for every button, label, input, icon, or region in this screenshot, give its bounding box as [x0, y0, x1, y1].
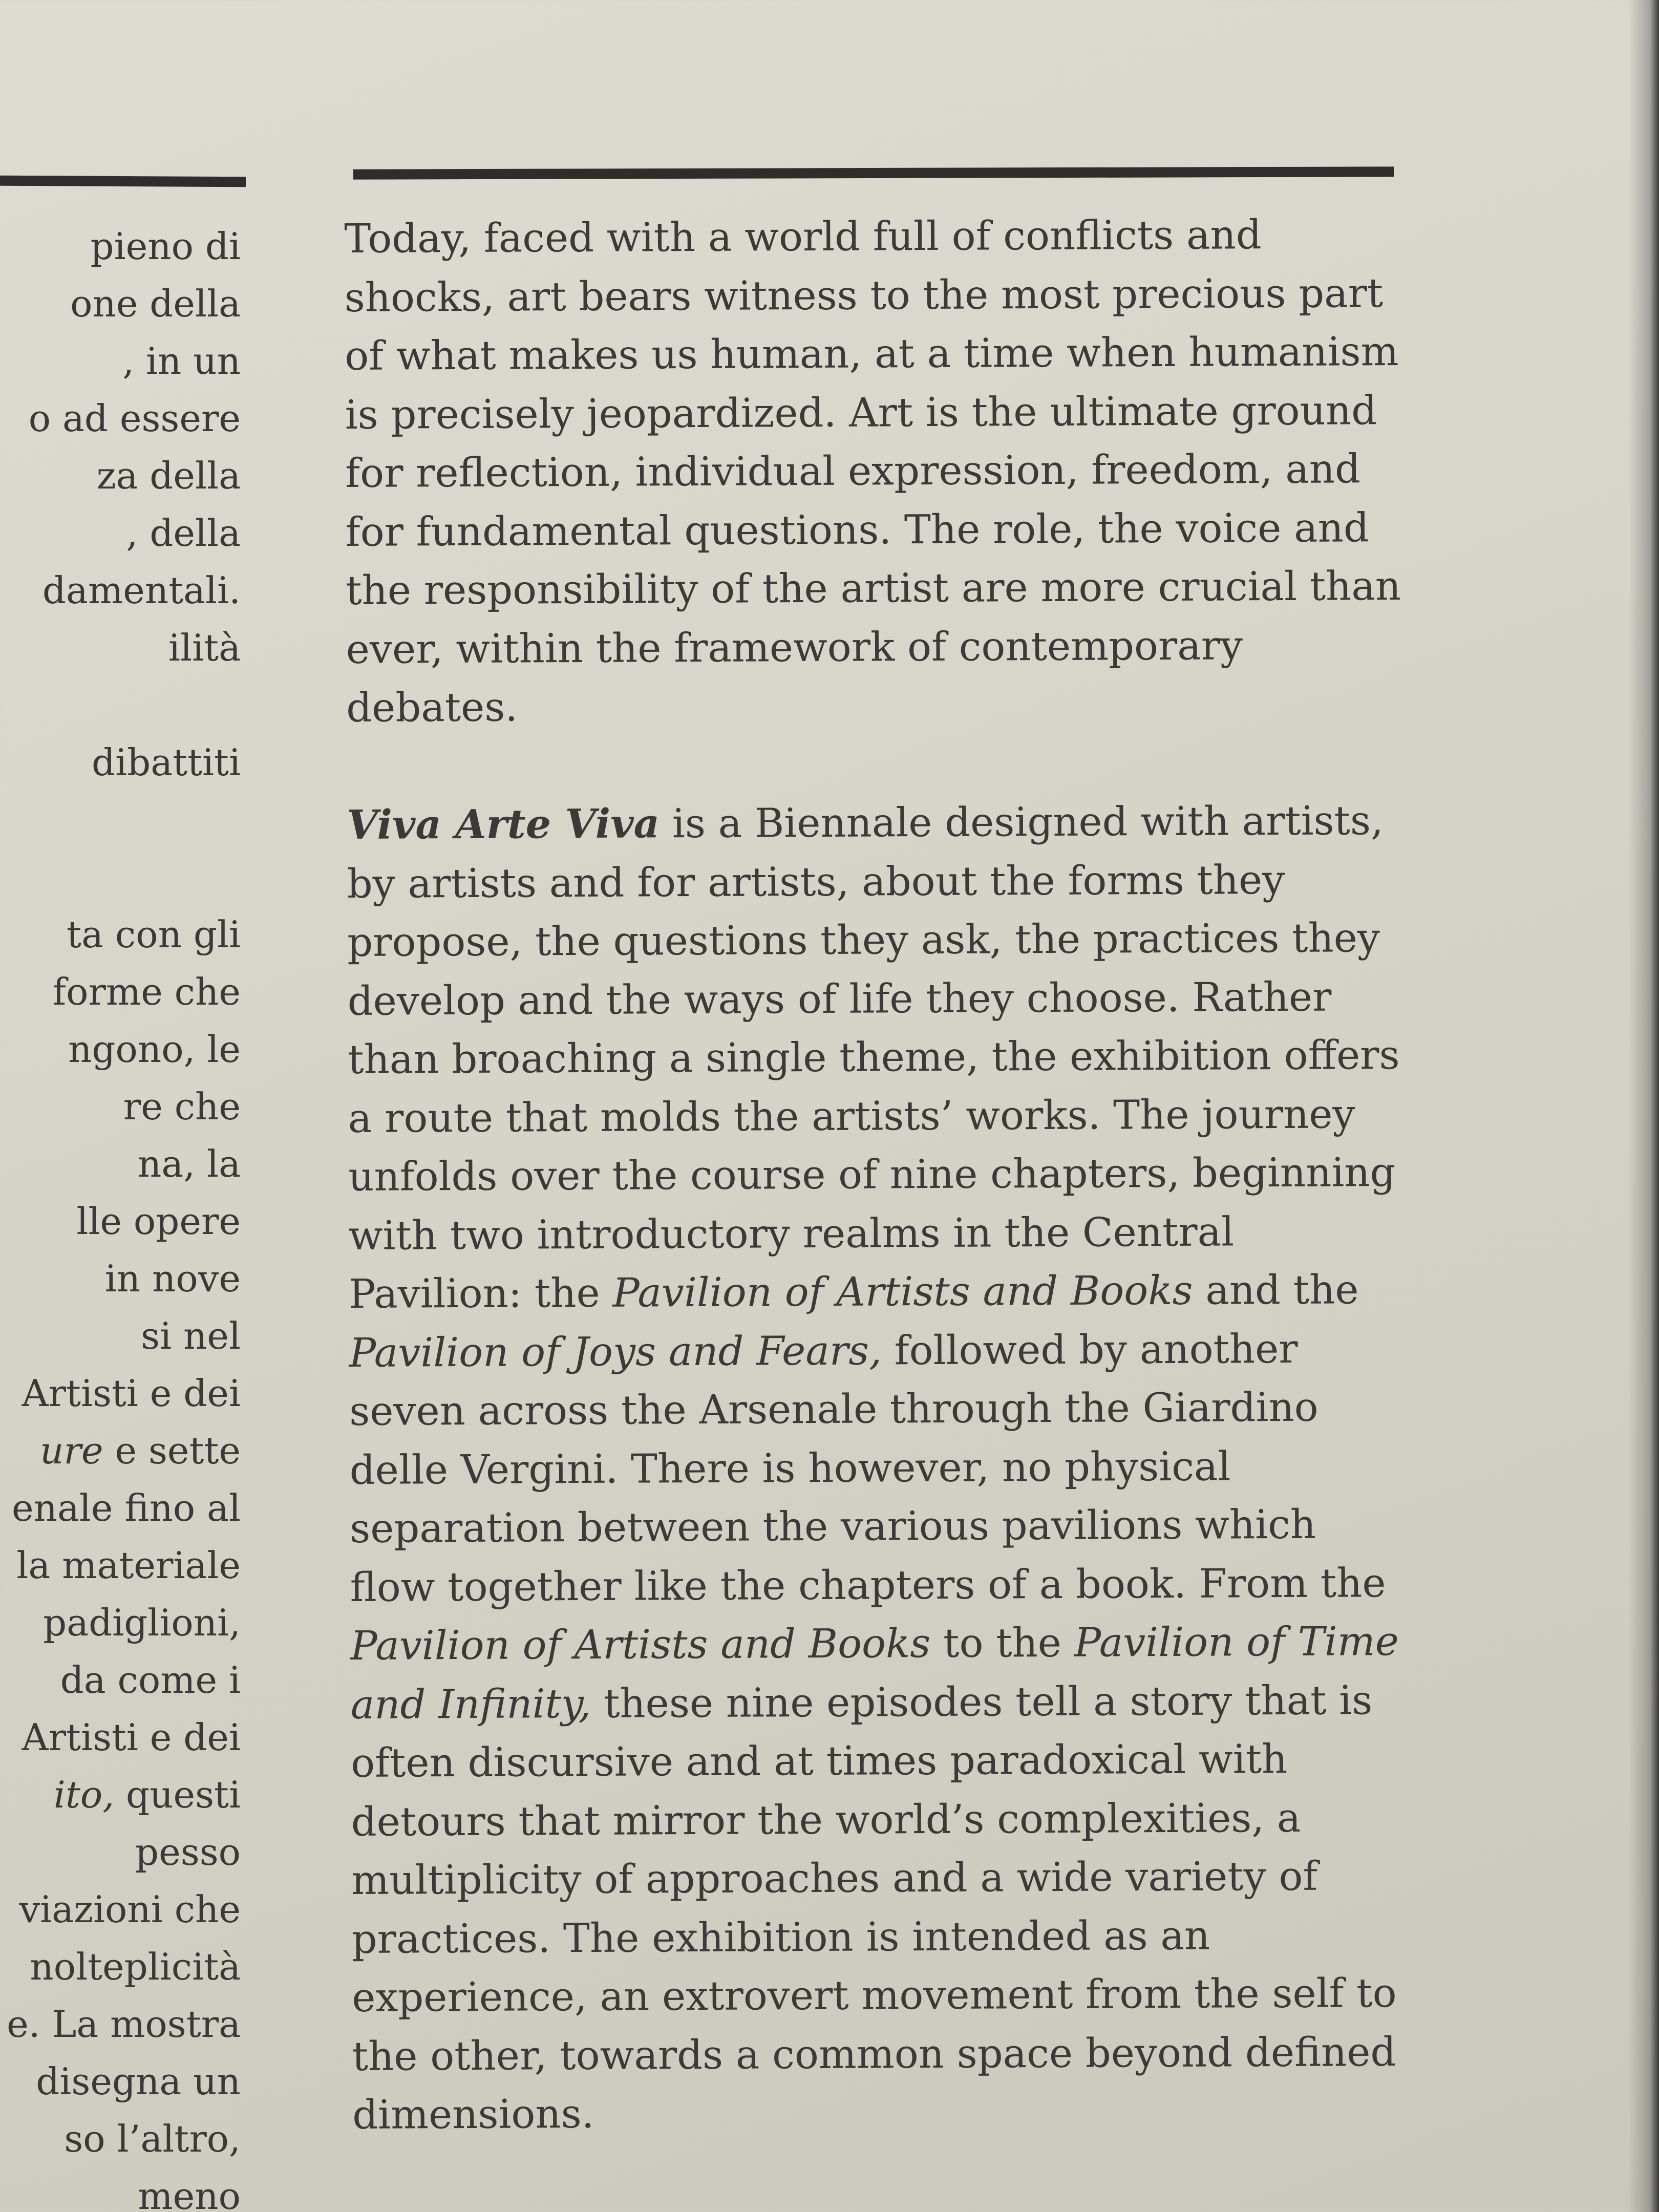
text-line: for fundamental questions. The role, the voice and [345, 504, 1369, 556]
text-line: for reflection, individual expression, freedom, and [345, 446, 1361, 497]
paragraph-gap [346, 733, 1391, 796]
text-line: debates. [346, 684, 518, 731]
text-line: develop and the ways of life they choose. Rather [347, 974, 1332, 1025]
pavilion-name: Pavilion of Joys and Fears, [349, 1327, 882, 1376]
text-line: dimensions. [352, 2091, 594, 2138]
text-line: unfolds over the course of nine chapters, beginning [348, 1150, 1396, 1200]
italian-line: , della [126, 512, 241, 555]
italian-line: ta con gli [67, 913, 241, 956]
italian-line: Artisti e dei [22, 1716, 241, 1759]
text-line: the other, towards a common space beyond defined [352, 2029, 1396, 2080]
italian-line: o ad essere [28, 397, 241, 440]
italian-line-rest: e sette [103, 1429, 241, 1472]
italian-line: disegna un [36, 2060, 241, 2103]
left-column-rule [0, 176, 246, 187]
italian-line: pesso [135, 1831, 241, 1874]
text-line: Today, faced with a world full of conflicts and [344, 212, 1262, 262]
text-line: experience, an extrovert movement from the self to [352, 1970, 1397, 2021]
text-line: separation between the various pavilions which [350, 1501, 1316, 1552]
italian-line [0, 791, 241, 848]
italian-line: re che [123, 1085, 241, 1128]
italian-line: na, la [137, 1142, 241, 1185]
pavilion-name: Pavilion of Artists and Books [350, 1621, 931, 1669]
italian-line: lle opere [76, 1200, 241, 1243]
pavilion-name: Pavilion of Time [1074, 1619, 1399, 1666]
italian-line: damentali. [42, 569, 241, 612]
italian-line [0, 1766, 241, 1823]
text-line [350, 1612, 1399, 1675]
text-line: detours that mirror the world’s complexities, a [351, 1795, 1301, 1845]
italian-line: za della [96, 454, 241, 497]
italian-line: viazioni che [19, 1888, 241, 1931]
exhibition-title: Viva Arte Viva [347, 800, 660, 848]
italian-line [0, 1422, 241, 1479]
text-line: of what makes us human, at a time when humanism [345, 329, 1399, 379]
italian-line: si nel [141, 1314, 241, 1357]
text-line: is precisely jeopardized. Art is the ultimate ground [345, 387, 1377, 438]
italian-line [0, 676, 241, 734]
text-line: a route that molds the artists’ works. The journey [348, 1091, 1355, 1142]
italian-line: forme che [52, 970, 241, 1013]
text-line: propose, the questions they ask, the practices they [347, 915, 1380, 966]
italian-text-column [0, 218, 241, 2212]
italian-line: padiglioni, [43, 1601, 241, 1644]
text-line: by artists and for artists, about the forms they [347, 857, 1285, 907]
italian-line-italic: ito, [53, 1773, 115, 1816]
text-line [347, 792, 1391, 855]
italian-line: pieno di [90, 225, 241, 268]
italian-line: meno [138, 2175, 241, 2212]
italian-line: in nove [104, 1257, 241, 1300]
text-line: delle Vergini. There is however, no physical [349, 1443, 1231, 1494]
italian-line: one della [70, 282, 241, 325]
text-line: flow together like the chapters of a book. From the [350, 1560, 1386, 1611]
main-column-rule [353, 166, 1394, 179]
text-run: followed by another [881, 1326, 1298, 1374]
text-line: multiplicity of approaches and a wide variety of [351, 1853, 1318, 1904]
text-run: Pavilion: the [349, 1270, 613, 1317]
italian-line: Artisti e dei [22, 1372, 241, 1415]
text-run: and the [1193, 1267, 1359, 1314]
text-run: these nine episodes tell a story that is [591, 1677, 1373, 1727]
text-line: than broaching a single theme, the exhibition offers [348, 1032, 1400, 1083]
text-run: is a Biennale designed with artists, [659, 798, 1384, 847]
text-run: to the [930, 1620, 1074, 1667]
italian-line: la materiale [16, 1544, 241, 1587]
pavilion-name: and Infinity, [350, 1681, 591, 1728]
text-line [349, 1261, 1393, 1324]
text-line: often discursive and at times paradoxical with [351, 1736, 1288, 1786]
italian-line: dibattiti [92, 741, 241, 784]
italian-line: so l’altro, [64, 2117, 241, 2160]
italian-line: , in un [122, 339, 241, 382]
italian-line: nolteplicità [30, 1945, 241, 1988]
text-line: the responsibility of the artist are more crucial than [346, 563, 1401, 614]
english-text-column [344, 205, 1401, 2144]
italian-line: enale fino al [11, 1486, 241, 1529]
paragraph-intro [344, 205, 1401, 737]
pavilion-name: Pavilion of Artists and Books [612, 1267, 1193, 1316]
italian-line: ilità [168, 626, 241, 669]
paragraph-viva-arte-viva [347, 792, 1400, 2144]
text-line: shocks, art bears witness to the most precious part [344, 270, 1384, 321]
text-line: seven across the Arsenale through the Giardino [349, 1384, 1318, 1435]
text-line: practices. The exhibition is intended as an [351, 1912, 1210, 1963]
text-line: ever, within the framework of contemporary [346, 622, 1243, 673]
italian-line: e. La mostra [7, 2003, 241, 2046]
page-edge-shadow [1628, 0, 1659, 2212]
italian-line-rest: questi [114, 1773, 241, 1816]
italian-line-italic: ure [40, 1429, 103, 1472]
italian-line [0, 848, 241, 906]
italian-line: ngono, le [68, 1028, 241, 1071]
text-line: with two introductory realms in the Central [348, 1208, 1235, 1259]
text-line [349, 1320, 1393, 1382]
italian-line: da come i [60, 1658, 241, 1701]
text-line [350, 1671, 1395, 1734]
